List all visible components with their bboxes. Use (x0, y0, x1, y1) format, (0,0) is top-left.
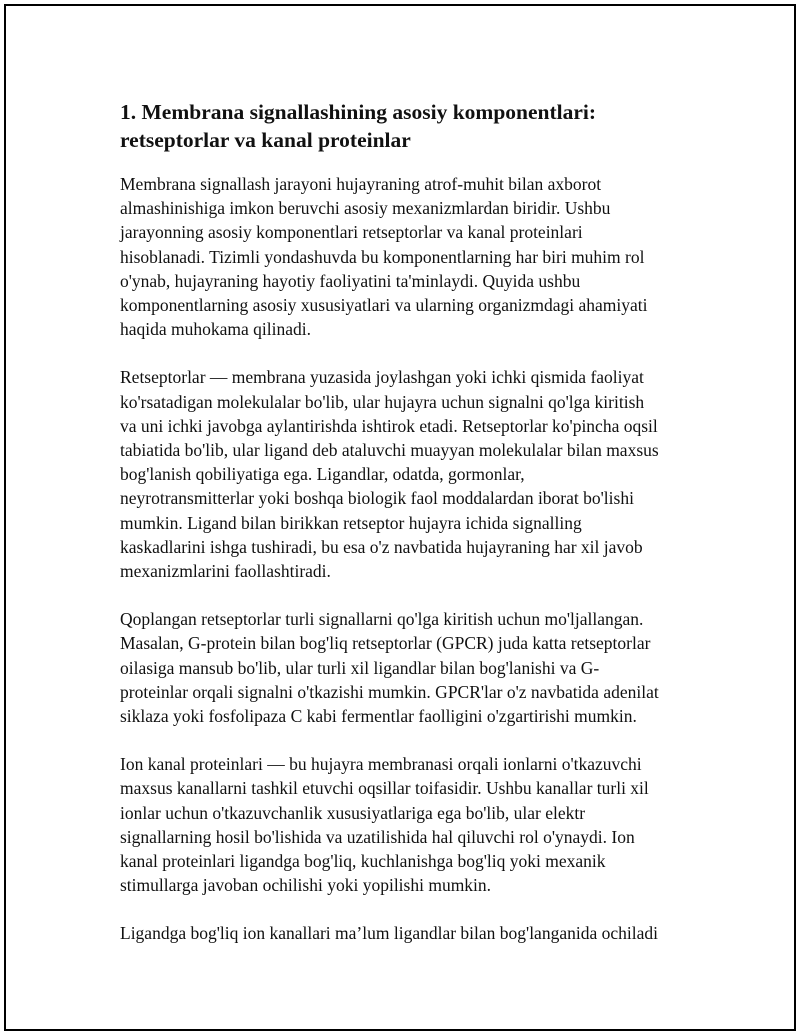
page-frame (4, 4, 796, 1031)
paragraph-gpcr: Qoplangan retseptorlar turli signallarni qo'lga kiritish uchun mo'ljallangan. Masalan, G-protein bilan bog'liq retseptorlar (GPCR) juda katta retseptorlar oilasiga mansub bo'lib, ular turli xil ligandlar bilan bog'lanishi va G- proteinlar orqali signalni o'tkazishi mumkin. GPCR'lar o'z navbatida adenilat siklaza yoki fosfolipaza C kabi fermentlar faolligini o'zgartirishi mumkin. (120, 609, 659, 727)
paragraph-ion-channels: Ion kanal proteinlari — bu hujayra membranasi orqali ionlarni o'tkazuvchi maxsus kanallarni tashkil etuvchi oqsillar toifasidir. Ushbu kanallar turli xil ionlar uchun o'tkazuvchanlik xususiyatlariga ega bo'lib, ular elektr signallarning hosil bo'lishida va uzatilishida hal qiluvchi rol o'ynaydi. Ion kanal proteinlari ligandga bog'liq, kuchlanishga bog'liq yoki mexanik stimullarga javoban ochilishi yoki yopilishi mumkin. (120, 754, 649, 896)
paragraph-intro: Membrana signallash jarayoni hujayraning atrof-muhit bilan axborot almashinishiga imkon beruvchi asosiy mexanizmlardan biridir. Ushbu jarayonning asosiy komponentlari retseptorlar va kanal proteinlari hisoblanadi. Tizimli yondashuvda bu komponentlarning har biri muhim rol o'ynab, hujayraning hayotiy faoliyatini ta'minlaydi. Quyida ushbu komponentlarning asosiy xususiyatlari va ularning organizmdagi ahamiyati haqida muhokama qilinadi. (120, 174, 648, 340)
paragraph-ligand-channels: Ligandga bog'liq ion kanallari ma’lum ligandlar bilan bog'langanida ochiladi (120, 923, 658, 944)
paragraph-receptors: Retseptorlar — membrana yuzasida joylashgan yoki ichki qismida faoliyat ko'rsatadigan molekulalar bo'lib, ular hujayra uchun signalni qo'lga kiritish va uni ichki javobga aylantirishda ishtirok etadi. Retseptorlar ko'pincha oqsil tabiatida bo'lib, ular ligand deb ataluvchi muayyan molekulalar bilan maxsus bog'lanish qobiliyatiga ega. Ligandlar, odatda, gormonlar, neyrotransmitterlar yoki boshqa biologik faol moddalardan iborat bo'lishi mumkin. Ligand bilan birikkan retseptor hujayra ichida signalling kaskadlarini ishga tushiradi, bu esa o'z navbatida hujayraning har xil javob mexanizmlarini faollashtiradi. (120, 367, 659, 582)
section-heading: 1. Membrana signallashining asosiy komponentlari: retseptorlar va kanal proteinlar (120, 100, 597, 152)
document-body (120, 98, 700, 970)
